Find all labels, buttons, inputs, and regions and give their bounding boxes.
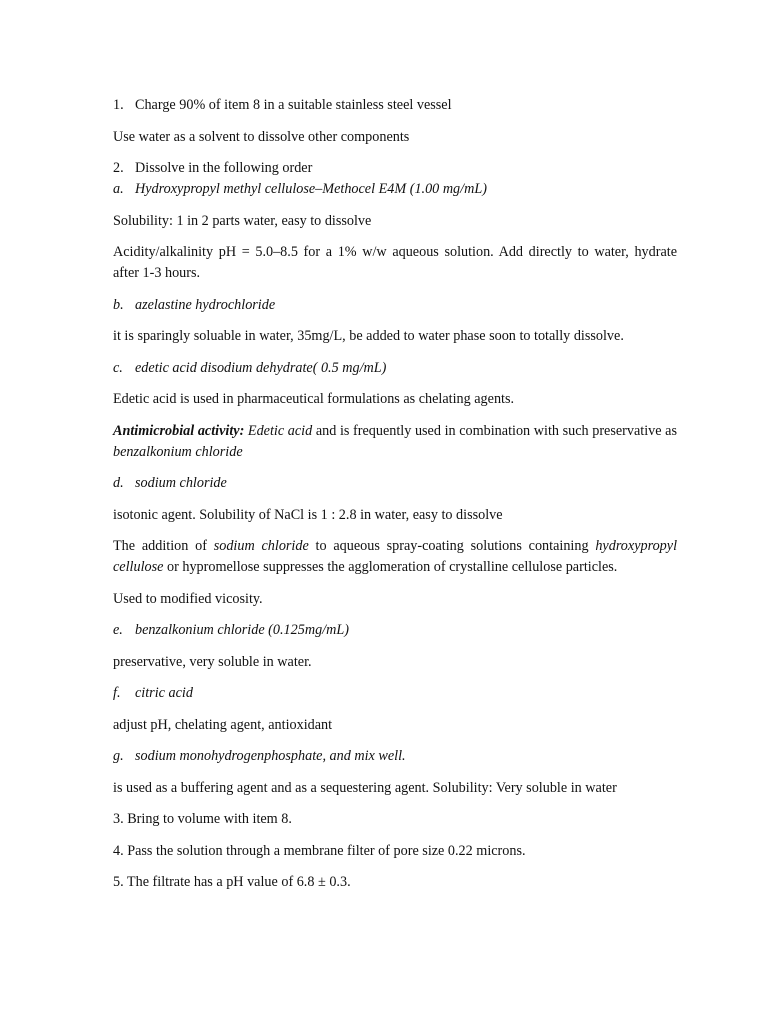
sub-item-a xyxy=(113,179,677,200)
paragraph-antimicrobial xyxy=(113,421,677,463)
paragraph-preservative: preservative, very soluble in water. xyxy=(113,653,312,670)
step-text: Dissolve in the following order xyxy=(135,160,313,176)
antimicrobial-text: and is frequently used in combination with such preservative as xyxy=(312,422,677,439)
sub-item-marker: a. xyxy=(113,181,124,197)
sub-item-marker: e. xyxy=(113,622,123,638)
paragraph-edetic: Edetic acid is used in pharmaceutical formulations as chelating agents. xyxy=(113,391,515,407)
edetic-acid-term: Edetic acid xyxy=(247,422,313,439)
sub-item-text: sodium chloride xyxy=(135,475,227,491)
hydroxypropyl-cellulose-term: hydroxypropyl cellulose xyxy=(113,538,678,575)
step-2 xyxy=(113,158,677,179)
benzalkonium-term: benzalkonium chloride xyxy=(113,443,243,460)
sub-item-f xyxy=(113,683,677,704)
sub-item-marker: f. xyxy=(113,685,121,701)
sub-item-text: benzalkonium chloride (0.125mg/mL) xyxy=(135,622,349,638)
step-1 xyxy=(113,95,677,116)
sub-item-e xyxy=(113,620,677,641)
step-5: 5. The filtrate has a pH value of 6.8 ± 0.3. xyxy=(113,874,351,890)
sub-item-text: Hydroxypropyl methyl cellulose–Methocel E4M (1.00 mg/mL) xyxy=(135,181,487,197)
sub-item-d xyxy=(113,473,677,494)
paragraph-acidity: Acidity/alkalinity pH = 5.0–8.5 for a 1% w/w aqueous solution. Add directly to water, hydrate after 1-3 hours. xyxy=(113,244,677,281)
sub-item-g xyxy=(113,746,677,767)
paragraph-isotonic: isotonic agent. Solubility of NaCl is 1 : 2.8 in water, easy to dissolve xyxy=(113,506,503,523)
sub-item-text: citric acid xyxy=(135,685,193,701)
step-4: 4. Pass the solution through a membrane filter of pore size 0.22 microns. xyxy=(113,842,526,859)
paragraph-buffer: is used as a buffering agent and as a sequestering agent. Solubility: Very soluble in water xyxy=(113,779,617,796)
sub-item-marker: b. xyxy=(113,296,124,313)
sub-item-marker: d. xyxy=(113,475,124,491)
paragraph-citric: adjust pH, chelating agent, antioxidant xyxy=(113,716,333,733)
paragraph-solvent: Use water as a solvent to dissolve other components xyxy=(113,128,410,145)
paragraph-solubility-a: Solubility: 1 in 2 parts water, easy to dissolve xyxy=(113,212,372,229)
sodium-chloride-term: sodium chloride xyxy=(213,538,309,554)
document-page xyxy=(113,95,677,904)
paragraph-viscosity: Used to modified vicosity. xyxy=(113,590,263,607)
sub-item-marker: g. xyxy=(113,748,124,764)
addition-text-3: or hypromellose suppresses the agglomeration of crystalline cellulose particles. xyxy=(163,559,618,575)
sub-item-c xyxy=(113,358,677,379)
sub-item-text: azelastine hydrochloride xyxy=(135,296,276,313)
sub-item-text: sodium monohydrogenphosphate, and mix well. xyxy=(135,748,406,764)
paragraph-azelastine: it is sparingly soluable in water, 35mg/L, be added to water phase soon to totally dissolve. xyxy=(113,328,624,344)
addition-text-1: The addition of xyxy=(113,538,214,554)
addition-text-2: to aqueous spray-coating solutions containing xyxy=(308,538,596,554)
step-3: 3. Bring to volume with item 8. xyxy=(113,811,292,827)
step-number: 1. xyxy=(113,97,124,113)
antimicrobial-label: Antimicrobial activity: xyxy=(113,422,245,439)
paragraph-addition xyxy=(113,536,677,578)
sub-item-text: edetic acid disodium dehydrate( 0.5 mg/mL) xyxy=(135,359,387,376)
step-text: Charge 90% of item 8 in a suitable stainless steel vessel xyxy=(135,97,452,113)
sub-item-b xyxy=(113,295,677,316)
sub-item-marker: c. xyxy=(113,359,123,376)
step-number: 2. xyxy=(113,160,124,176)
